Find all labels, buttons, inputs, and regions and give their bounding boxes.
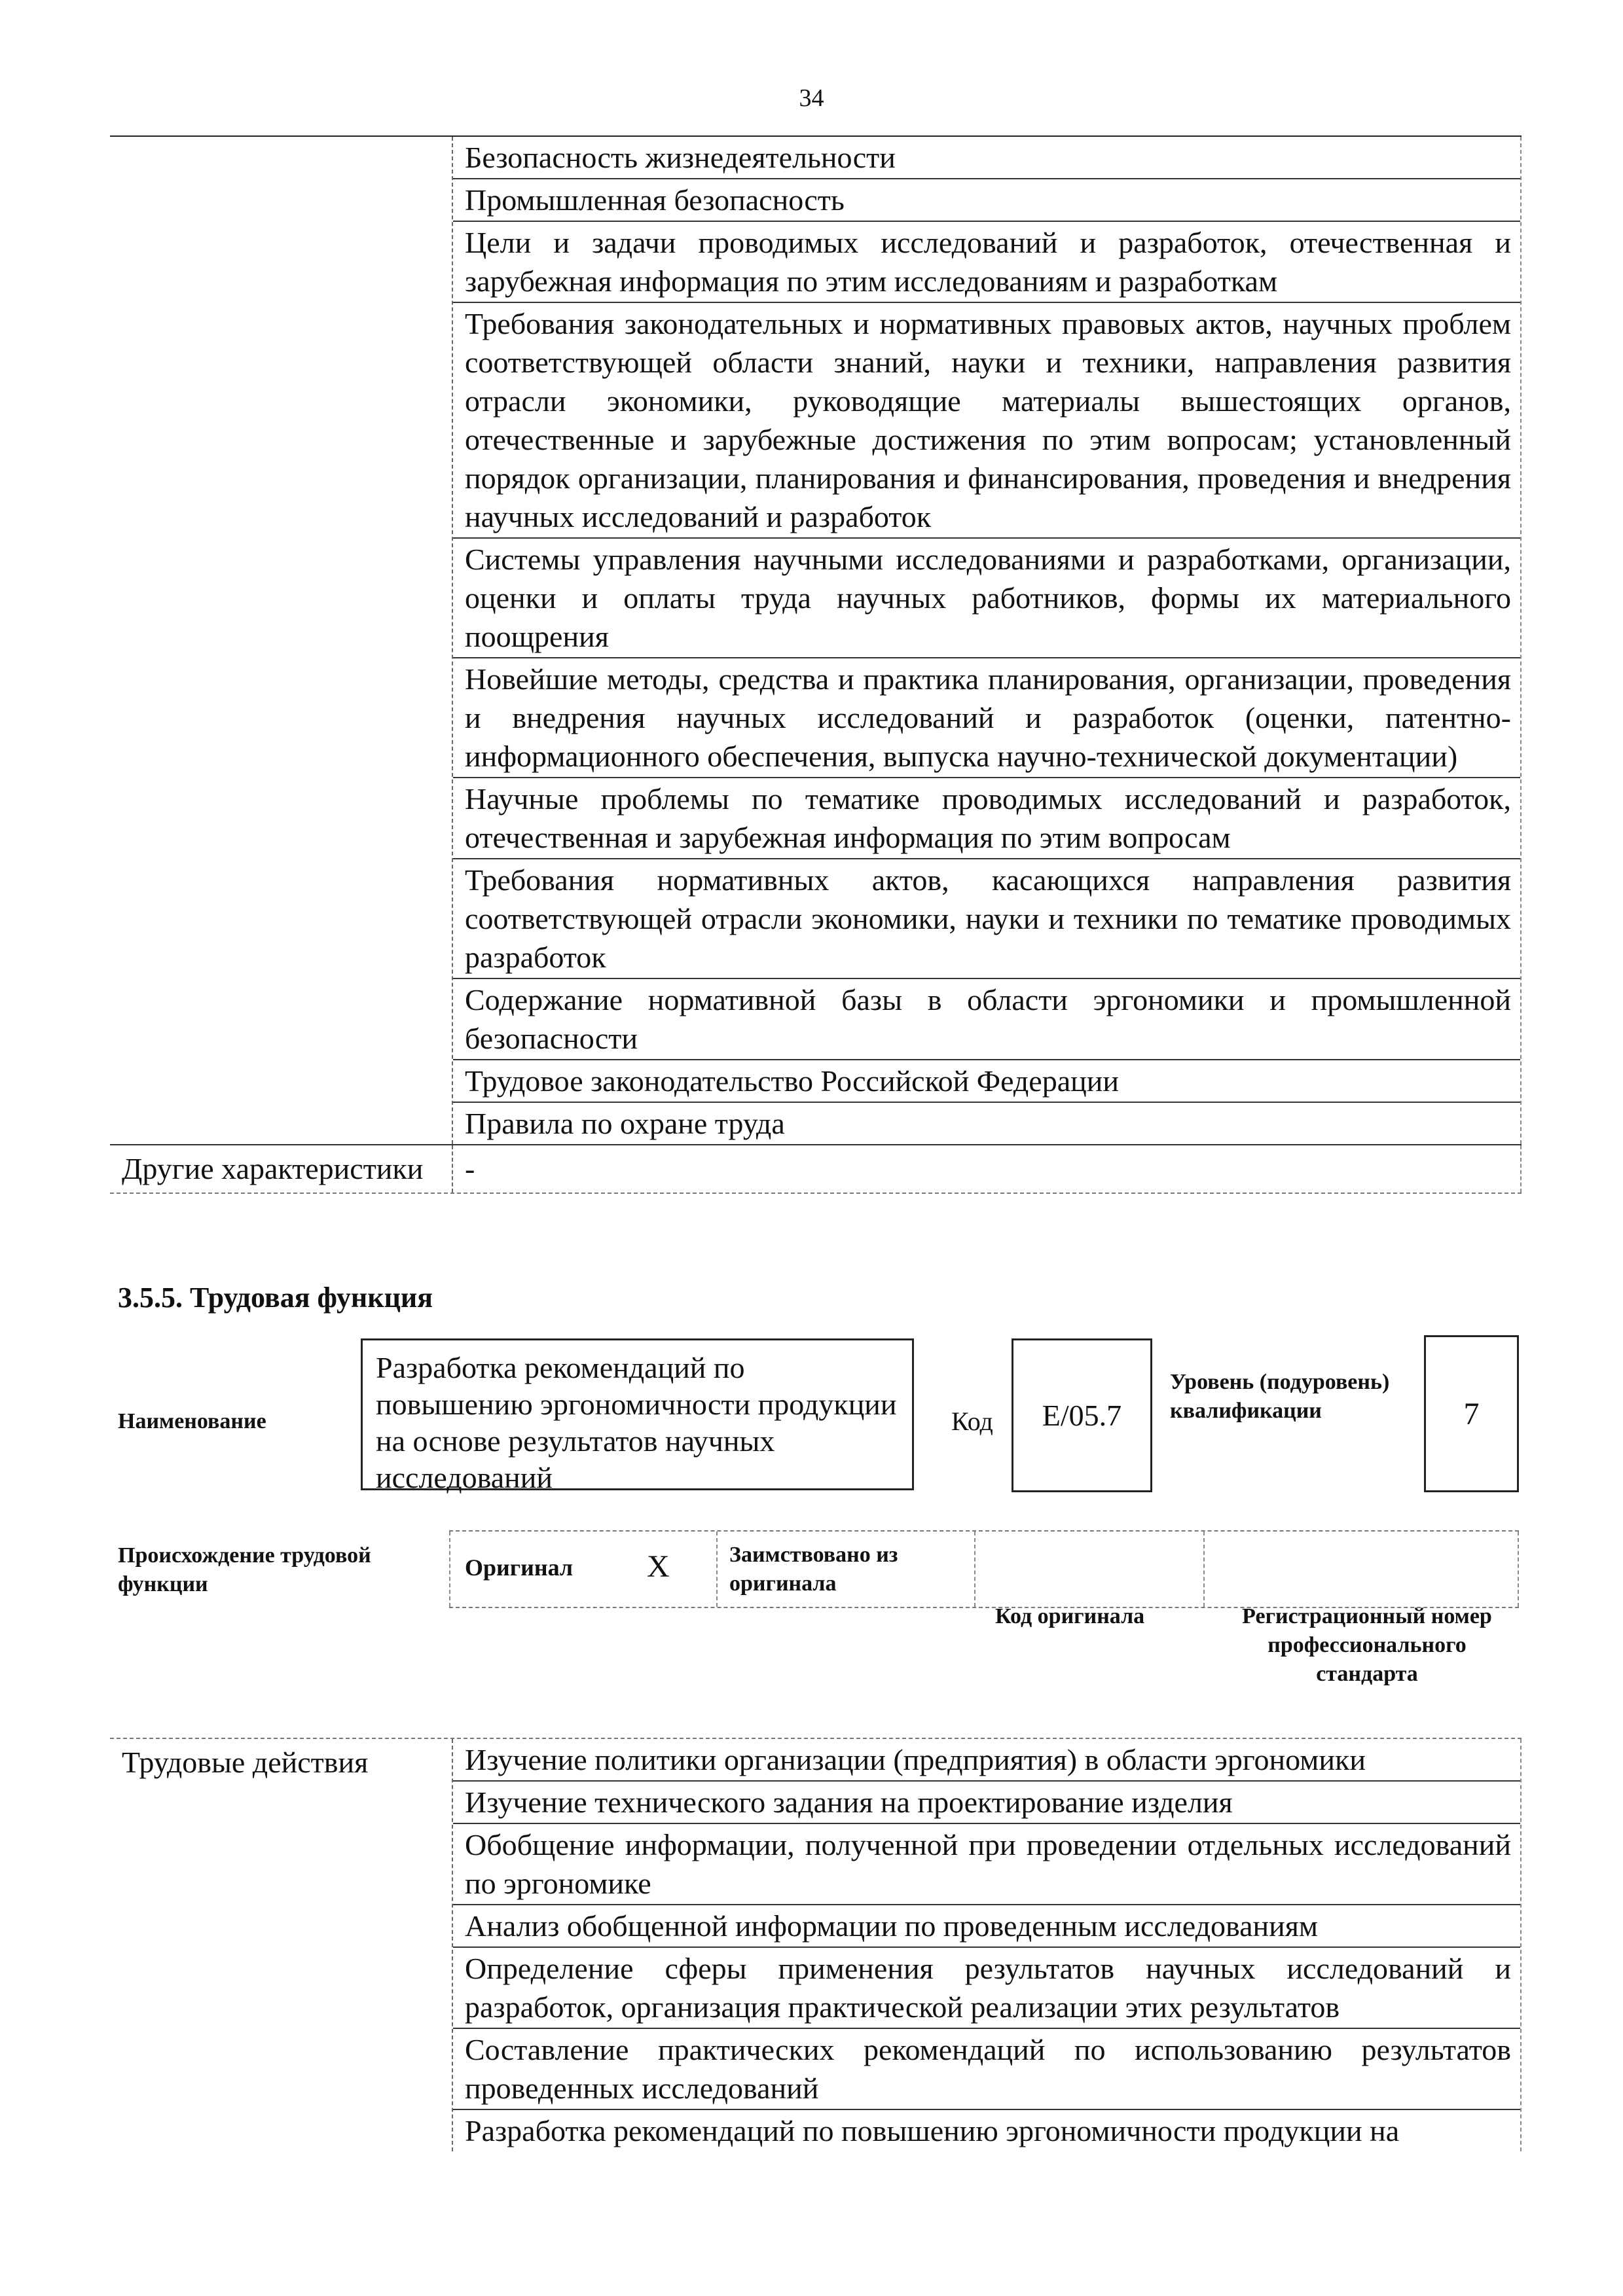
- labor-actions-list: [453, 1739, 1522, 2151]
- function-name-box: Разработка рекомендаций по повышению эргономичности продукции на основе результатов научных исследований: [361, 1338, 914, 1490]
- borrowed-label: Заимствовано из оригинала: [729, 1543, 898, 1596]
- section-title: 3.5.5. Трудовая функция: [118, 1282, 433, 1314]
- knowledge-item: Новейшие методы, средства и практика планирования, организации, проведения и внедрения научных исследований и разработок (оценки, патентно-информационного обеспечения, выпуска научно-технической документации): [453, 658, 1520, 778]
- labor-actions-label: Трудовые действия: [110, 1739, 453, 2151]
- origin-code-cell: [976, 1532, 1205, 1607]
- knowledge-row: [110, 137, 1522, 1144]
- name-label: Наименование: [118, 1409, 266, 1433]
- original-mark: X: [647, 1549, 670, 1584]
- knowledge-item: Промышленная безопасность: [453, 179, 1520, 222]
- knowledge-item: Содержание нормативной базы в области эргономики и промышленной безопасности: [453, 979, 1520, 1060]
- original-label: Оригинал: [465, 1554, 574, 1581]
- origin-borrowed-cell: [718, 1532, 976, 1607]
- code-original-caption: Код оригинала: [995, 1604, 1145, 1628]
- labor-action-item: Составление практических рекомендаций по использованию результатов проведенных исследований: [453, 2029, 1520, 2110]
- labor-action-item: Определение сферы применения результатов научных исследований и разработок, организация практической реализации этих результатов: [453, 1948, 1520, 2029]
- origin-table: [449, 1530, 1519, 1608]
- knowledge-list: [453, 137, 1522, 1144]
- code-label: Код: [951, 1407, 993, 1436]
- knowledge-item: Требования нормативных актов, касающихся направления развития соответствующей отрасли экономики, науки и техники по тематике проводимых разработок: [453, 859, 1520, 979]
- knowledge-item: Трудовое законодательство Российской Федерации: [453, 1060, 1520, 1103]
- knowledge-label-cell: [110, 137, 453, 1144]
- knowledge-item: Цели и задачи проводимых исследований и разработок, отечественная и зарубежная информация по этим исследованиям и разработкам: [453, 222, 1520, 303]
- knowledge-item: Безопасность жизнедеятельности: [453, 137, 1520, 179]
- origin-reg-cell: [1205, 1532, 1519, 1607]
- other-characteristics-value: -: [453, 1145, 1522, 1193]
- page-number: 34: [799, 84, 824, 112]
- knowledge-item: Правила по охране труда: [465, 1107, 785, 1140]
- level-box: 7: [1424, 1335, 1519, 1492]
- knowledge-item: Требования законодательных и нормативных правовых актов, научных проблем соответствующей области знаний, науки и техники, направления развития отрасли экономики, руководящие материалы вышестоящих органов, отечественные и зарубежные достижения по этим вопросам; установленный порядок организации, планирования и финансирования, проведения и внедрения научных исследований и разработок: [453, 303, 1520, 539]
- knowledge-item: Системы управления научными исследованиями и разработками, организации, оценки и оплаты труда научных работников, формы их материального поощрения: [453, 539, 1520, 658]
- labor-action-item: Изучение технического задания на проектирование изделия: [453, 1782, 1520, 1824]
- reg-number-caption: Регистрационный номер профессионального стандарта: [1242, 1604, 1492, 1686]
- labor-action-item: Обобщение информации, полученной при проведении отдельных исследований по эргономике: [453, 1824, 1520, 1905]
- other-characteristics-label: Другие характеристики: [110, 1145, 453, 1193]
- labor-action-item: Изучение политики организации (предприятия) в области эргономики: [453, 1739, 1520, 1782]
- knowledge-item: Научные проблемы по тематике проводимых исследований и разработок, отечественная и зарубежная информация по этим вопросам: [453, 778, 1520, 859]
- labor-action-item: Разработка рекомендаций по повышению эргономичности продукции на: [465, 2114, 1400, 2147]
- other-characteristics-row: [110, 1144, 1522, 1193]
- code-box: E/05.7: [1012, 1338, 1152, 1492]
- origin-label: Происхождение трудовой функции: [118, 1543, 371, 1596]
- origin-original-cell: [449, 1532, 718, 1607]
- labor-actions-table: [110, 1738, 1522, 2151]
- level-label: Уровень (подуровень) квалификации: [1170, 1370, 1390, 1423]
- knowledge-table: [110, 135, 1522, 1194]
- labor-action-item: Анализ обобщенной информации по проведенным исследованиям: [453, 1905, 1520, 1948]
